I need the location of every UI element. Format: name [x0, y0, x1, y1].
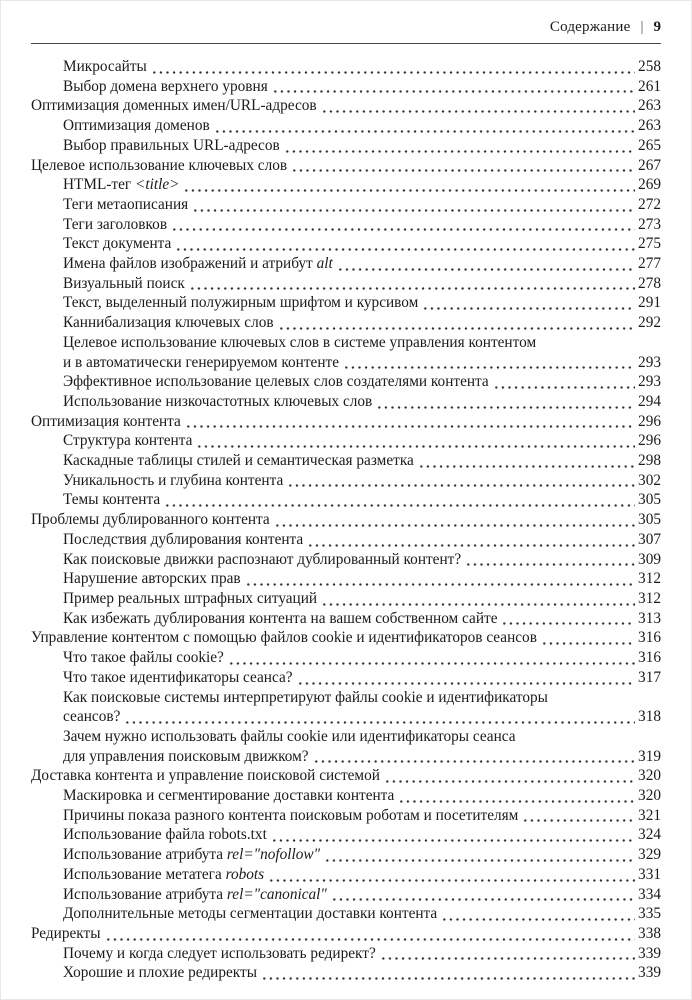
toc-entry-title: Нарушение авторских прав — [63, 570, 241, 588]
dot-leader — [124, 721, 635, 724]
toc-entry-title: Текст, выделенный полужирным шрифтом и курсивом — [63, 294, 419, 312]
dot-leader — [183, 189, 635, 192]
toc-entry — [63, 471, 661, 491]
toc-entry — [63, 825, 661, 845]
toc-page-number: 320 — [638, 787, 661, 805]
dot-leader — [418, 465, 635, 468]
toc-entry — [63, 589, 661, 609]
toc-page-number: 258 — [638, 58, 661, 75]
dot-leader — [422, 307, 635, 310]
dot-leader — [331, 898, 635, 901]
toc-entry-title: Имена файлов изображений и атрибут alt — [63, 255, 333, 273]
toc-entry — [63, 175, 661, 195]
toc-page-number: 335 — [638, 905, 661, 923]
toc-entry — [63, 234, 661, 254]
header-page-number: 9 — [653, 19, 661, 35]
toc-entry — [63, 845, 661, 865]
toc-entry — [63, 668, 661, 688]
toc-page-number: 265 — [638, 136, 661, 154]
dot-leader — [541, 642, 635, 645]
toc-entry-title: Хорошие и плохие редиректы — [63, 964, 257, 982]
toc-page-number: 273 — [638, 215, 661, 233]
toc-page-number: 307 — [638, 530, 661, 548]
dot-leader — [501, 622, 635, 625]
toc-page-number: 324 — [638, 826, 661, 844]
dot-leader — [297, 682, 636, 685]
page-header — [31, 19, 661, 44]
toc-entry-title: Уникальность и глубина контента — [63, 471, 284, 489]
toc-entry-title: Темы контента — [63, 491, 161, 509]
toc-entry-title: Выбор правильных URL-адресов — [63, 136, 280, 154]
toc-entry — [63, 609, 661, 629]
toc-entry — [31, 766, 661, 786]
dot-leader — [313, 760, 635, 763]
toc-entry-title: Почему и когда следует использовать редирект? — [63, 944, 376, 962]
toc-entry-title: Как поисковые движки распознают дублированный контент? — [63, 550, 462, 568]
toc-entry — [31, 412, 661, 432]
dot-leader — [324, 859, 635, 862]
toc-entry-title: Каннибализация ключевых слов — [63, 314, 274, 332]
toc-page-number: 312 — [638, 570, 661, 588]
toc-page-number: 272 — [638, 195, 661, 213]
toc-page-number: 269 — [638, 176, 661, 194]
dot-leader — [164, 504, 635, 507]
toc-entry — [63, 77, 661, 97]
toc-entry — [63, 530, 661, 550]
toc-page-number: 312 — [638, 589, 661, 607]
toc-entry-title: Управление контентом с помощью файлов cookie и идентификаторов сеансов — [31, 629, 537, 647]
toc-entry-title: Выбор домена верхнего уровня — [63, 77, 268, 95]
dot-leader — [321, 110, 635, 113]
toc-entry-title: Редиректы — [31, 924, 101, 942]
toc-entry — [63, 786, 661, 806]
toc-entry-title: Дополнительные методы сегментации доставки контента — [63, 905, 438, 923]
toc-page-number: 293 — [638, 353, 661, 371]
dot-leader — [337, 268, 635, 271]
toc-entry — [63, 274, 661, 294]
dot-leader — [278, 327, 635, 330]
toc-entry-title: Оптимизация контента — [31, 412, 181, 430]
toc-entry-title: Целевое использование ключевых слов — [31, 156, 288, 174]
toc-entry-title: Целевое использование ключевых слов в системе управления контентом — [63, 333, 537, 351]
dot-leader — [291, 169, 635, 172]
toc-page-number: 338 — [638, 924, 661, 942]
toc-entry — [63, 451, 661, 471]
toc-page-number: 296 — [638, 432, 661, 450]
toc-entry — [31, 96, 661, 116]
toc-entry — [63, 727, 661, 766]
dot-leader — [465, 563, 635, 566]
toc-page-number: 275 — [638, 235, 661, 253]
toc-page-number: 263 — [638, 117, 661, 135]
toc-page-number: 334 — [638, 885, 661, 903]
toc-entry — [63, 904, 661, 924]
toc-entry-title: Что такое файлы cookie? — [63, 649, 224, 667]
toc-entry-title: Маскировка и сегментирование доставки контента — [63, 787, 395, 805]
dot-leader — [185, 425, 635, 428]
toc-page-number: 294 — [638, 392, 661, 410]
toc-entry-title: Использование файла robots.txt — [63, 826, 267, 844]
toc-page-number: 339 — [638, 944, 661, 962]
toc-page-number: 313 — [638, 609, 661, 627]
dot-leader — [171, 228, 635, 231]
toc-entry — [63, 392, 661, 412]
toc-entry-title: HTML-тег <title> — [63, 176, 180, 194]
dot-leader — [214, 130, 635, 133]
toc-page-number: 296 — [638, 412, 661, 430]
dot-leader — [274, 524, 635, 527]
toc-entry — [31, 510, 661, 530]
toc-entry — [63, 885, 661, 905]
toc-page-number: 291 — [638, 294, 661, 312]
dot-leader — [268, 879, 635, 882]
toc-entry — [63, 865, 661, 885]
toc-entry-title: для управления поисковым движком? — [63, 747, 309, 765]
toc-page-number: 321 — [638, 806, 661, 824]
dot-leader — [287, 484, 635, 487]
dot-leader — [151, 71, 635, 74]
dot-leader — [321, 603, 635, 606]
toc-entry — [63, 293, 661, 313]
toc-entry-title: Что такое идентификаторы сеанса? — [63, 668, 293, 686]
dot-leader — [380, 957, 635, 960]
dot-leader — [307, 544, 635, 547]
toc-page-number: 316 — [638, 629, 661, 647]
dot-leader — [261, 977, 635, 980]
dot-leader — [175, 248, 635, 251]
toc-entry-title: Микросайты — [63, 58, 147, 75]
toc-entry-title: Доставка контента и управление поисковой системой — [31, 767, 380, 785]
table-of-contents — [31, 57, 661, 983]
toc-entry-title: Зачем нужно использовать файлы cookie или идентификаторы сеанса — [63, 727, 516, 745]
toc-entry — [63, 550, 661, 570]
toc-entry-title: Каскадные таблицы стилей и семантическая разметка — [63, 452, 414, 470]
toc-page-number: 317 — [638, 668, 661, 686]
toc-entry-title: Теги метаописания — [63, 195, 189, 213]
toc-entry-title: Визуальный поиск — [63, 274, 185, 292]
dot-leader — [105, 938, 636, 941]
dot-leader — [189, 287, 635, 290]
toc-entry-title: Причины показа разного контента поисковым роботам и посетителям — [63, 806, 519, 824]
toc-entry-title: Использование атрибута rel="canonical" — [63, 885, 327, 903]
toc-entry-title: Как поисковые системы интерпретируют файлы cookie и идентификаторы — [63, 688, 548, 706]
toc-entry — [63, 57, 661, 77]
toc-entry-title: Оптимизация доменных имен/URL-адресов — [31, 97, 317, 115]
toc-entry — [31, 924, 661, 944]
dot-leader — [343, 366, 635, 369]
toc-page-number: 316 — [638, 649, 661, 667]
toc-page-number: 302 — [638, 471, 661, 489]
toc-entry — [63, 944, 661, 964]
dot-leader — [398, 800, 635, 803]
toc-entry-title: сеансов? — [63, 708, 121, 726]
toc-entry — [63, 195, 661, 215]
toc-page-number: 329 — [638, 846, 661, 864]
toc-entry — [63, 490, 661, 510]
toc-page-number: 309 — [638, 550, 661, 568]
toc-entry-title: Текст документа — [63, 235, 172, 253]
dot-leader — [493, 386, 635, 389]
toc-page-number: 267 — [638, 156, 661, 174]
dot-leader — [196, 445, 635, 448]
dot-leader — [245, 583, 635, 586]
toc-entry — [31, 628, 661, 648]
toc-entry — [63, 806, 661, 826]
header-title: Содержание — [549, 19, 631, 35]
toc-entry — [63, 569, 661, 589]
toc-entry — [63, 372, 661, 392]
toc-entry — [63, 254, 661, 274]
toc-entry-title: Как избежать дублирования контента на вашем собственном сайте — [63, 609, 498, 627]
toc-entry — [63, 313, 661, 333]
toc-page-number: 277 — [638, 255, 661, 273]
toc-page-number: 318 — [638, 708, 661, 726]
dot-leader — [192, 209, 635, 212]
toc-entry — [63, 136, 661, 156]
toc-page-number: 293 — [638, 373, 661, 391]
dot-leader — [384, 780, 635, 783]
toc-entry-title: Эффективное использование целевых слов создателями контента — [63, 373, 489, 391]
toc-page-number: 298 — [638, 452, 661, 470]
toc-entry-title: Использование низкочастотных ключевых слов — [63, 392, 373, 410]
toc-entry — [63, 688, 661, 727]
dot-leader — [522, 819, 635, 822]
dot-leader — [441, 918, 635, 921]
toc-page-number: 331 — [638, 865, 661, 883]
toc-page-number: 339 — [638, 964, 661, 982]
toc-page-number: 263 — [638, 97, 661, 115]
toc-entry-title: Использование атрибута rel="nofollow" — [63, 846, 321, 864]
toc-entry — [63, 116, 661, 136]
toc-entry-title: Проблемы дублированного контента — [31, 511, 270, 529]
toc-entry-title: Пример реальных штрафных ситуаций — [63, 589, 318, 607]
toc-page-number: 305 — [638, 511, 661, 529]
toc-page-number: 319 — [638, 747, 661, 765]
dot-leader — [228, 662, 635, 665]
toc-page-number: 305 — [638, 491, 661, 509]
toc-entry-title: Последствия дублирования контента — [63, 530, 304, 548]
dot-leader — [271, 839, 635, 842]
toc-entry — [63, 215, 661, 235]
toc-page-number: 261 — [638, 77, 661, 95]
toc-page-number: 278 — [638, 274, 661, 292]
toc-entry — [63, 333, 661, 372]
toc-entry-title: Теги заголовков — [63, 215, 168, 233]
toc-entry-title: Структура контента — [63, 432, 193, 450]
header-separator: | — [640, 19, 644, 35]
toc-entry-title: Оптимизация доменов — [63, 117, 210, 135]
toc-page-number: 320 — [638, 767, 661, 785]
toc-entry — [63, 963, 661, 983]
dot-leader — [284, 150, 635, 153]
toc-entry — [31, 156, 661, 176]
toc-entry-title: Использование метатега robots — [63, 865, 265, 883]
toc-page-number: 292 — [638, 314, 661, 332]
toc-entry — [63, 648, 661, 668]
dot-leader — [272, 90, 635, 93]
toc-entry — [63, 431, 661, 451]
dot-leader — [376, 406, 635, 409]
toc-entry-title: и в автоматически генерируемом контенте — [63, 353, 339, 371]
